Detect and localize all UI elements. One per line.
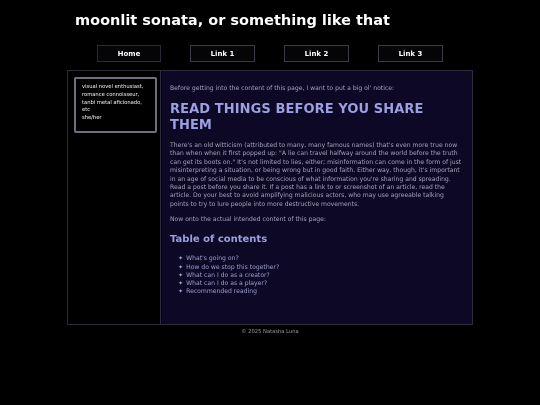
toc-item-label[interactable]: Recommended reading [186, 288, 257, 296]
sidebar [68, 71, 161, 324]
toc-item-label[interactable]: How do we stop this together? [186, 263, 280, 271]
toc-heading: Table of contents [170, 234, 268, 246]
bio-line: etc [82, 107, 91, 114]
notice-heading: READ THINGS BEFORE YOU SHARE THEM [170, 102, 424, 133]
page-wrapper [67, 70, 473, 325]
bio-box [74, 77, 157, 133]
bullet-icon: ✦ [178, 288, 184, 296]
toc-item-label[interactable]: What can I do as a creator? [186, 271, 270, 279]
intro-notice: Before getting into the content of this page, I want to put a big ol' notice: [170, 85, 395, 92]
footer: © 2025 Natasha Luna [241, 329, 299, 335]
notice-body: There's an old witticism (attributed to many, many famous names) that's even more true now than when when it first popped up: "A lie can travel halfway around the world before the truth can get its boots on." It's not limited to lies, either; misinformation can come in the form of just misinterpreting a situation, or being wrong but in good faith. Either way, though, it's important in an age of social media to be conscious of what information you're sharing and spreading. Read a post before you share it. If a post has a link to or screenshot of an article, read the article. Do your best to avoid amplifying malicious actors, who may use agreeable talking points to try to lure people into more destructive movements. [170, 142, 462, 208]
toc-item-label[interactable]: What's going on? [186, 255, 239, 263]
toc-item[interactable] [178, 280, 464, 288]
top-nav [0, 45, 540, 62]
toc-list [170, 255, 464, 296]
bio-line: she/her [82, 115, 102, 122]
bullet-icon: ✦ [178, 263, 184, 271]
toc-item[interactable] [178, 255, 464, 263]
nav-link-3-button[interactable]: Link 3 [378, 45, 443, 62]
bio-line: romance connoisseur, [82, 91, 140, 98]
bullet-icon: ✦ [178, 255, 184, 263]
main-content [162, 71, 472, 324]
bio-line: tanbi metal aficionado, [82, 99, 142, 106]
nav-link-1-button[interactable]: Link 1 [190, 45, 255, 62]
nav-link-2-button[interactable]: Link 2 [284, 45, 349, 62]
toc-item[interactable] [178, 288, 464, 296]
bullet-icon: ✦ [178, 280, 184, 288]
site-title: moonlit sonata, or something like that [75, 13, 390, 29]
bio-line: visual novel enthusiast, [82, 84, 144, 90]
transition-text: Now onto the actual intended content of this page: [170, 216, 326, 224]
bullet-icon: ✦ [178, 271, 184, 279]
nav-home-button[interactable]: Home [97, 45, 161, 62]
toc-item-label[interactable]: What can I do as a player? [186, 280, 268, 288]
toc-item[interactable] [178, 264, 464, 272]
toc-item[interactable] [178, 272, 464, 280]
